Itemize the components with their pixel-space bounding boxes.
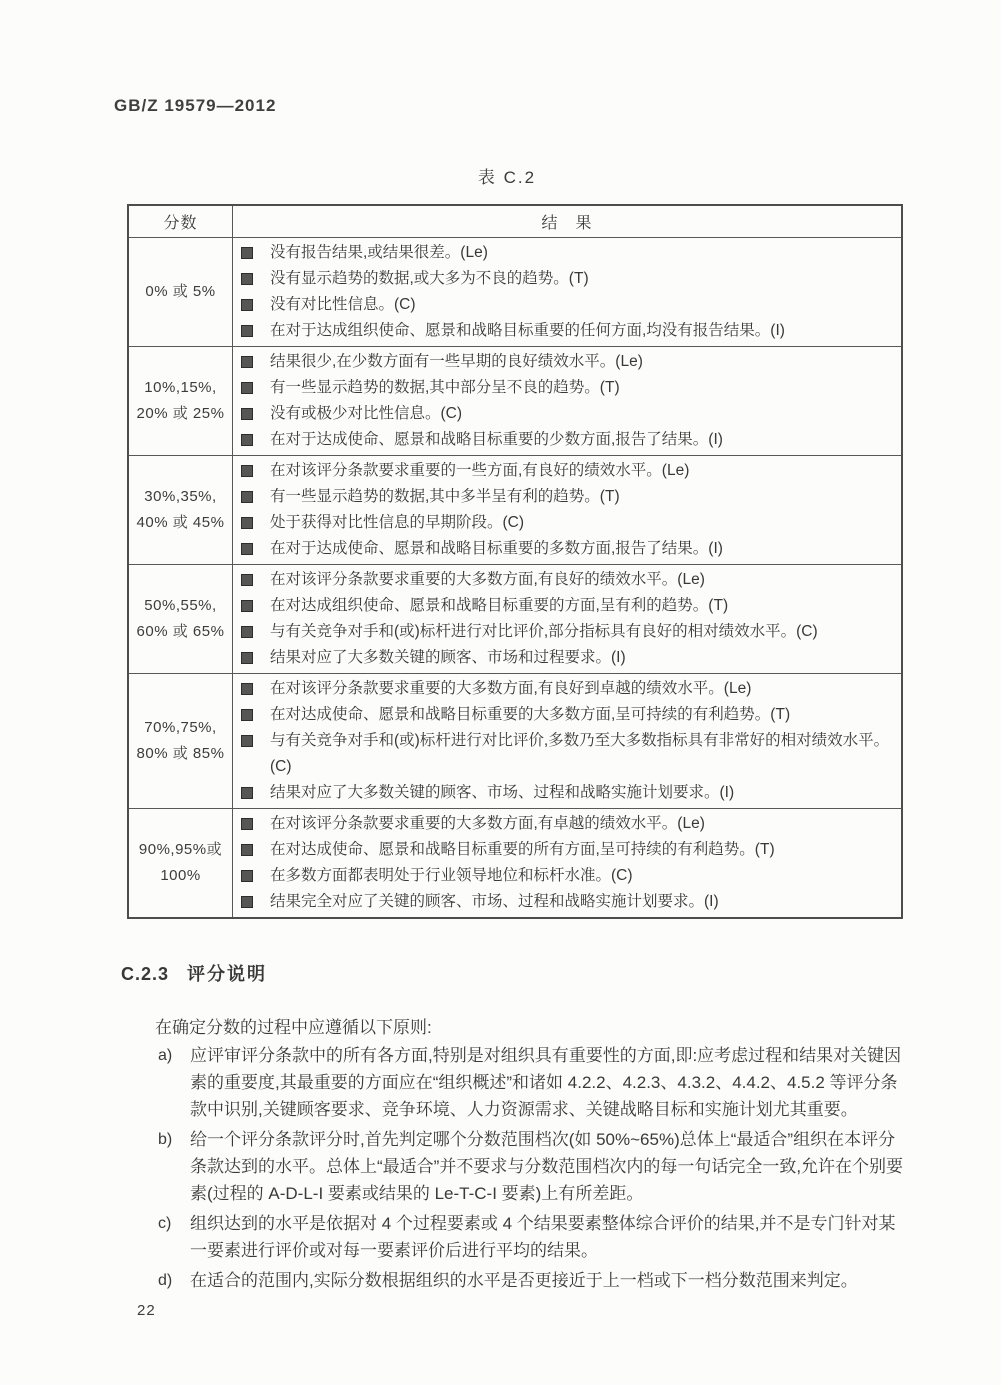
square-bullet-icon xyxy=(241,626,253,638)
result-item-text: 没有对比性信息。(C) xyxy=(270,296,416,313)
score-line: 40% 或 45% xyxy=(136,514,225,531)
principle-label: c) xyxy=(158,1215,172,1232)
result-item xyxy=(241,811,893,837)
result-item xyxy=(241,889,893,915)
result-item xyxy=(241,702,893,728)
result-cell xyxy=(233,809,901,917)
square-bullet-icon xyxy=(241,574,253,586)
result-item-text: 有一些显示趋势的数据,其中多半呈有利的趋势。(T) xyxy=(270,488,620,505)
principle-label: d) xyxy=(158,1272,173,1289)
result-item-text: 结果对应了大多数关键的顾客、市场、过程和战略实施计划要求。(I) xyxy=(270,784,735,801)
square-bullet-icon xyxy=(241,465,253,477)
result-item xyxy=(241,645,893,671)
score-cell xyxy=(129,809,233,917)
result-item xyxy=(241,728,893,780)
result-cell xyxy=(233,347,901,455)
principle-item xyxy=(158,1126,905,1207)
score-line: 70%,75%, xyxy=(144,719,217,736)
result-item xyxy=(241,240,893,266)
table-row xyxy=(129,237,901,346)
principles-list xyxy=(158,1042,905,1297)
result-item-text: 处于获得对比性信息的早期阶段。(C) xyxy=(270,514,525,531)
score-line: 80% 或 85% xyxy=(136,745,225,762)
section-title: 评分说明 xyxy=(187,964,268,984)
result-item-text: 在对于达成使命、愿景和战略目标重要的多数方面,报告了结果。(I) xyxy=(270,540,723,557)
result-item-text: 在对于达成组织使命、愿景和战略目标重要的任何方面,均没有报告结果。(I) xyxy=(270,322,785,339)
principle-item xyxy=(158,1042,905,1123)
square-bullet-icon xyxy=(241,844,253,856)
principle-item xyxy=(158,1267,905,1294)
result-item-text: 在对达成组织使命、愿景和战略目标重要的方面,呈有利的趋势。(T) xyxy=(270,597,729,614)
result-item-text: 在对于达成使命、愿景和战略目标重要的少数方面,报告了结果。(I) xyxy=(270,431,723,448)
result-item xyxy=(241,458,893,484)
result-item xyxy=(241,349,893,375)
square-bullet-icon xyxy=(241,709,253,721)
result-item xyxy=(241,837,893,863)
square-bullet-icon xyxy=(241,273,253,285)
principle-text: 在适合的范围内,实际分数根据组织的水平是否更接近于上一档或下一档分数范围来判定。 xyxy=(190,1271,858,1290)
page-number: 22 xyxy=(137,1302,156,1319)
result-item xyxy=(241,676,893,702)
square-bullet-icon xyxy=(241,543,253,555)
score-line: 20% 或 25% xyxy=(136,405,225,422)
square-bullet-icon xyxy=(241,735,253,747)
col-header-result: 结 果 xyxy=(541,215,593,232)
result-item-text: 与有关竞争对手和(或)标杆进行对比评价,多数乃至大多数指标具有非常好的相对绩效水平。(C) xyxy=(270,732,890,775)
result-item-text: 没有报告结果,或结果很差。(Le) xyxy=(270,244,488,261)
square-bullet-icon xyxy=(241,408,253,420)
table-row xyxy=(129,808,901,917)
score-line: 90%,95%或 xyxy=(138,841,223,858)
principle-label: b) xyxy=(158,1131,173,1148)
result-item xyxy=(241,266,893,292)
doc-number: GB/Z 19579—2012 xyxy=(114,96,277,115)
result-item-text: 在对该评分条款要求重要的大多数方面,有良好的绩效水平。(Le) xyxy=(270,571,705,588)
result-item xyxy=(241,593,893,619)
result-item xyxy=(241,863,893,889)
result-item-text: 在对达成使命、愿景和战略目标重要的大多数方面,呈可持续的有利趋势。(T) xyxy=(270,706,791,723)
table-row xyxy=(129,564,901,673)
result-item-text: 结果很少,在少数方面有一些早期的良好绩效水平。(Le) xyxy=(270,353,643,370)
col-header-score: 分数 xyxy=(129,206,233,237)
square-bullet-icon xyxy=(241,896,253,908)
result-cell xyxy=(233,238,901,346)
table-header-row xyxy=(129,206,901,237)
result-item xyxy=(241,510,893,536)
square-bullet-icon xyxy=(241,652,253,664)
score-cell xyxy=(129,456,233,564)
table-caption: 表 C.2 xyxy=(477,168,537,187)
score-line: 0% 或 5% xyxy=(145,283,216,300)
result-item-text: 在对该评分条款要求重要的大多数方面,有卓越的绩效水平。(Le) xyxy=(270,815,705,832)
result-item-text: 与有关竞争对手和(或)标杆进行对比评价,部分指标具有良好的相对绩效水平。(C) xyxy=(270,623,818,640)
square-bullet-icon xyxy=(241,356,253,368)
score-line: 60% 或 65% xyxy=(136,623,225,640)
score-line: 10%,15%, xyxy=(144,379,217,396)
section-heading xyxy=(121,960,267,986)
result-item-text: 结果完全对应了关键的顾客、市场、过程和战略实施计划要求。(I) xyxy=(270,893,719,910)
principle-item xyxy=(158,1210,905,1264)
square-bullet-icon xyxy=(241,787,253,799)
result-item xyxy=(241,375,893,401)
score-cell xyxy=(129,347,233,455)
square-bullet-icon xyxy=(241,434,253,446)
result-item-text: 在对该评分条款要求重要的一些方面,有良好的绩效水平。(Le) xyxy=(270,462,690,479)
score-line: 30%,35%, xyxy=(144,488,217,505)
result-item xyxy=(241,484,893,510)
square-bullet-icon xyxy=(241,299,253,311)
square-bullet-icon xyxy=(241,247,253,259)
result-item xyxy=(241,401,893,427)
square-bullet-icon xyxy=(241,818,253,830)
score-cell xyxy=(129,674,233,808)
result-item-text: 有一些显示趋势的数据,其中部分呈不良的趋势。(T) xyxy=(270,379,620,396)
table-body xyxy=(129,237,901,917)
intro-paragraph: 在确定分数的过程中应遵循以下原则: xyxy=(155,1018,432,1037)
square-bullet-icon xyxy=(241,491,253,503)
principle-text: 组织达到的水平是依据对 4 个过程要素或 4 个结果要素整体综合评价的结果,并不是专门针对某一要素进行评价或对每一要素评价后进行平均的结果。 xyxy=(190,1214,896,1260)
principle-text: 应评审评分条款中的所有各方面,特别是对组织具有重要性的方面,即:应考虑过程和结果对关键因素的重要度,其最重要的方面应在“组织概述”和诸如 4.2.2、4.2.3、4.3.2、4.4.2、4.5.2 等评分条款中识别,关键顾客要求、竞争环境、人力资源需求、关键战略目标和实施计划尤其重要。 xyxy=(190,1046,902,1119)
result-item xyxy=(241,427,893,453)
score-table xyxy=(127,204,903,919)
result-item xyxy=(241,780,893,806)
result-item-text: 没有显示趋势的数据,或大多为不良的趋势。(T) xyxy=(270,270,589,287)
principle-text: 给一个评分条款评分时,首先判定哪个分数范围档次(如 50%~65%)总体上“最适合”组织在本评分条款达到的水平。总体上“最适合”并不要求与分数范围档次内的每一句话完全一致,允许在个别要素(过程的 A-D-L-I 要素或结果的 Le-T-C-I 要素)上有所差距。 xyxy=(190,1130,904,1203)
result-item xyxy=(241,292,893,318)
result-cell xyxy=(233,674,901,808)
table-row xyxy=(129,673,901,808)
square-bullet-icon xyxy=(241,683,253,695)
square-bullet-icon xyxy=(241,870,253,882)
square-bullet-icon xyxy=(241,517,253,529)
square-bullet-icon xyxy=(241,382,253,394)
section-number: C.2.3 xyxy=(121,964,170,984)
table-row xyxy=(129,346,901,455)
square-bullet-icon xyxy=(241,600,253,612)
score-cell xyxy=(129,565,233,673)
result-item-text: 在对达成使命、愿景和战略目标重要的所有方面,呈可持续的有利趋势。(T) xyxy=(270,841,775,858)
result-cell xyxy=(233,565,901,673)
result-item xyxy=(241,619,893,645)
score-line: 50%,55%, xyxy=(144,597,217,614)
result-item xyxy=(241,318,893,344)
result-cell xyxy=(233,456,901,564)
result-item xyxy=(241,567,893,593)
table-row xyxy=(129,455,901,564)
result-item xyxy=(241,536,893,562)
principle-label: a) xyxy=(158,1047,173,1064)
result-item-text: 在对该评分条款要求重要的大多数方面,有良好到卓越的绩效水平。(Le) xyxy=(270,680,752,697)
result-item-text: 没有或极少对比性信息。(C) xyxy=(270,405,463,422)
result-item-text: 结果对应了大多数关键的顾客、市场和过程要求。(I) xyxy=(270,649,626,666)
score-cell xyxy=(129,238,233,346)
square-bullet-icon xyxy=(241,325,253,337)
result-item-text: 在多数方面都表明处于行业领导地位和标杆水准。(C) xyxy=(270,867,633,884)
score-line: 100% xyxy=(160,867,201,884)
